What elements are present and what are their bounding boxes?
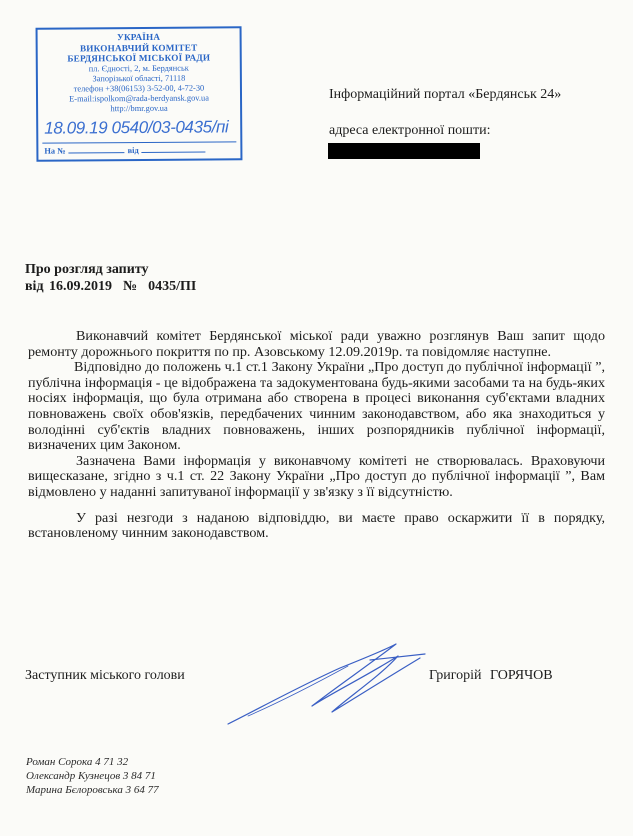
subject-number: 0435/ПІ bbox=[148, 279, 197, 294]
registration-stamp bbox=[36, 26, 243, 161]
subject-reference bbox=[25, 278, 196, 295]
stamp-email: E-mail:ispolkom@rada-berdyansk.gov.ua bbox=[69, 93, 209, 104]
stamp-org-line2: БЕРДЯНСЬКОЇ МІСЬКОЇ РАДИ bbox=[67, 52, 211, 64]
stamp-website: http://bmr.gov.ua bbox=[110, 104, 168, 114]
executors-list bbox=[26, 755, 159, 797]
letter-body bbox=[28, 329, 605, 542]
subject-number-sign: № bbox=[123, 279, 138, 294]
stamp-divider bbox=[42, 141, 236, 143]
stamp-number-row bbox=[44, 145, 238, 157]
stamp-address-line2: Запорізької області, 71118 bbox=[92, 73, 186, 84]
stamp-number-blank bbox=[69, 152, 125, 153]
recipient-name: Інформаційний портал «Бердянськ 24» bbox=[329, 87, 562, 102]
body-paragraph-3: Зазначена Вами інформація у виконавчому комітеті не створювалась. Враховуючи вищесказане, згідно з ч.1 ст. 22 Закону України „Про доступ до публічної інформації ”, Вам відмовлено у наданні запитуваної інформації у зв'язку з її відсутністю. bbox=[28, 452, 605, 500]
stamp-date-blank bbox=[142, 152, 206, 153]
executor-1: Роман Сорока 4 71 32 bbox=[26, 756, 129, 768]
handwritten-signature bbox=[220, 636, 440, 736]
body-paragraph-2: Відповідно до положень ч.1 ст.1 Закону України „Про доступ до публічної інформації ”, публічна інформація - це відображена та задокументована будь-якими засобами та на будь-яких носіях інформація, що була отримана або створена в процесі виконання суб'єктами владних повноважень своїх обов'язків, передбачених чинним законодавством, або яка знаходиться у володінні суб'єктів владних повноважень, інших розпорядників публічної інформації, визначених цим Законом. bbox=[28, 359, 605, 454]
stamp-from-label: від bbox=[127, 146, 139, 156]
executor-3: Марина Бєлоровська 3 64 77 bbox=[26, 784, 159, 796]
subject-date: від 16.09.2019 bbox=[25, 279, 113, 294]
redacted-email bbox=[328, 143, 480, 159]
stamp-registration-number: 18.09.19 0540/03-0435/пі bbox=[44, 117, 229, 138]
body-paragraph-4: У разі незгоди з наданою відповіддю, ви маєте право оскаржити її в порядку, встановленому чинним законодавством. bbox=[28, 509, 605, 542]
letter-subject bbox=[25, 261, 196, 295]
stamp-org-line1: ВИКОНАВЧИЙ КОМІТЕТ bbox=[79, 42, 198, 53]
executor-2: Олександр Кузнецов 3 84 71 bbox=[26, 770, 156, 782]
recipient-email-label: адреса електронної пошти: bbox=[329, 123, 491, 138]
stamp-country: УКРАЇНА bbox=[116, 31, 161, 43]
stamp-phone: телефон +38(06153) 3-52-00, 4-72-30 bbox=[73, 83, 205, 94]
stamp-number-label: На № bbox=[44, 146, 66, 156]
stamp-address-line1: пл. Єдності, 2, м. Бердянськ bbox=[88, 63, 189, 73]
signatory-role: Заступник міського голови bbox=[25, 668, 185, 683]
body-paragraph-1: Виконавчий комітет Бердянської міської ради уважно розглянув Ваш запит щодо ремонту дорожнього покриття по пр. Азовському 12.09.2019р. та повідомляє наступне. bbox=[28, 328, 605, 360]
subject-title: Про розгляд запиту bbox=[25, 262, 149, 277]
signatory-name: Григорій ГОРЯЧОВ bbox=[429, 668, 553, 683]
